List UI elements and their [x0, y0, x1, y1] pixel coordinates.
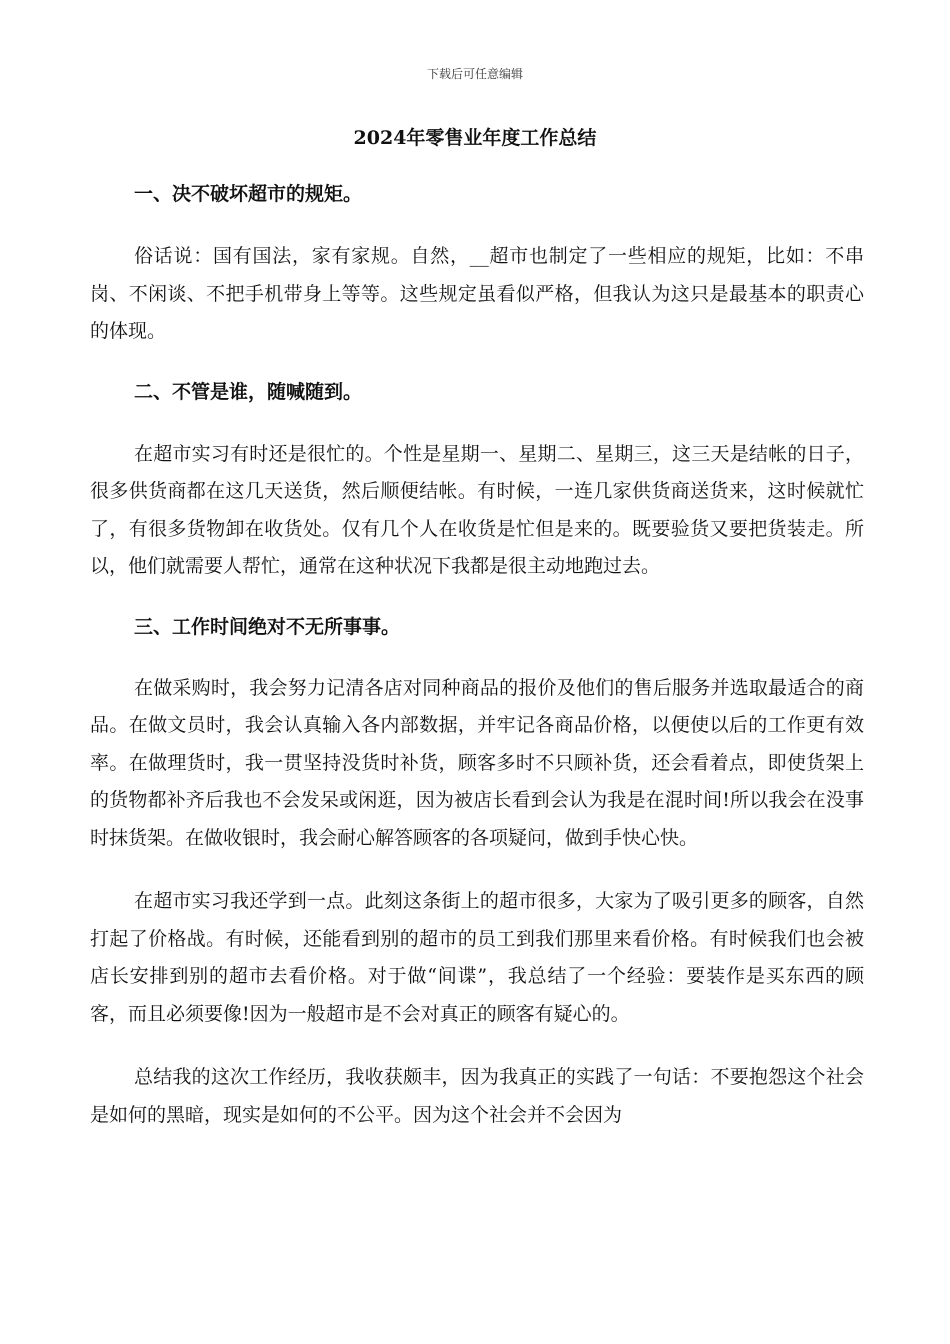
section-heading-3: 三、工作时间绝对不无所事事。: [134, 615, 401, 638]
section-heading-2: 二、不管是谁，随喊随到。: [134, 380, 363, 403]
paragraph-1: 俗话说：国有国法，家有家规。自然，__超市也制定了一些相应的规矩，比如：不串岗、不闲谈、不把手机带身上等等。这些规定虽看似严格，但我认为这只是最基本的职责心的体现。: [90, 245, 864, 342]
section-heading-1: 一、决不破坏超市的规矩。: [134, 183, 363, 205]
paragraph-4: 在超市实习我还学到一点。此刻这条街上的超市很多，大家为了吸引更多的顾客，自然打起了价格战。有时候，还能看到别的超市的员工到我们那里来看价格。有时候我们也会被店长安排到别的超市去看价格。对于做“间谍”，我总结了一个经验：要装作是买东西的顾客，而且必须要像!因为一般超市是不会对真正的顾客有疑心的。: [90, 890, 864, 1025]
header-note: 下载后可任意编辑: [426, 67, 523, 81]
paragraph-5: 总结我的这次工作经历，我收获颇丰，因为我真正的实践了一句话：不要抱怨这个社会是如何的黑暗，现实是如何的不公平。因为这个社会并不会因为: [90, 1066, 864, 1126]
document-title: 2024年零售业年度工作总结: [353, 127, 597, 149]
document-body: [90, 178, 864, 1134]
paragraph-2: 在超市实习有时还是很忙的。个性是星期一、星期二、星期三，这三天是结帐的日子，很多供货商都在这几天送货，然后顺便结帐。有时候，一连几家供货商送货来，这时候就忙了，有很多货物卸在收货处。仅有几个人在收货是忙但是来的。既要验货又要把货装走。所以，他们就需要人帮忙，通常在这种状况下我都是很主动地跑过去。: [90, 442, 864, 577]
paragraph-3: 在做采购时，我会努力记清各店对同种商品的报价及他们的售后服务并选取最适合的商品。在做文员时，我会认真输入各内部数据，并牢记各商品价格，以便使以后的工作更有效率。在做理货时，我一贯坚持没货时补货，顾客多时不只顾补货，还会看着点，即使货架上的货物都补齐后我也不会发呆或闲逛，因为被店长看到会认为我是在混时间!所以我会在没事时抹货架。在做收银时，我会耐心解答顾客的各项疑问，做到手快心快。: [90, 676, 864, 849]
